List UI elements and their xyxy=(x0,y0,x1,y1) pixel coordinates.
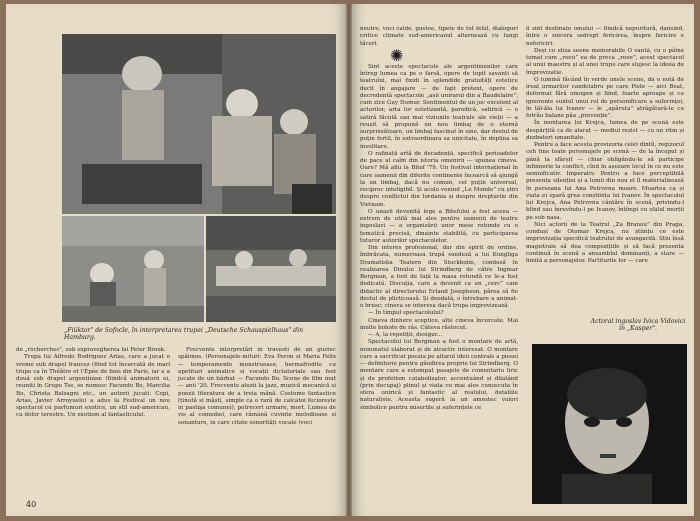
paragraph: Deși cu eliza seene memorabile O vantă, cu o pâine tomat cum „reeu” ea de preca „reee”, acest spectacol al unui maestru și al unei trupe care slujesc la ideea de împrovizatie. xyxy=(526,47,684,76)
paragraph: Nici actorii de la Teatrul „Za Branou” din Praga, conduși de Otomar Krejca, nu științu ce este improvizația specifică teatrului de avangardă. Stiu însă magistrale să dea compozițiile și să facă prezenta continuă în scenă a ansamblul dominanți, a stare — limită a personajelor. Partiturile lor — care xyxy=(526,221,684,264)
sun-star-icon: ✺ xyxy=(390,45,404,65)
paragraph: Frecvente interpretări in travesti de un gustec spăimos. (Personajele-mituri: Eva Peron si Maria Felix — temperamente monstruoase, hermafrodite cu apetituri animalice si vocații dictatoriale sau fost jucate de un bărbat — Facundo Bo. Scene de film mut — anii '20. Frecvente aluzii la jazz, muzică mecanică si poezii literatura de a treia mână. Costume fantastice (ținută si măști, simple ca o rară de calcatoi feciorește in pastişa comunei), petreceri urmare, mort. Lumea de vis al comediei, care rămână cuvinte melodioase si sonanture, in care citate sonorități vocale (voci xyxy=(178,347,336,426)
paragraph: Pentru a face acesta provizoria celei dintîi, regizorul ceh tine toate personajele pe scenă — de la început și până la sfârșit — chiar obligându-le să participe infinnerie la conflict, cînd în așezare locul în ce nu este semnificativ. Imperativ. Pentru a face perceptibilă prezența silenției și a lumii din nou el îl materializează în persoana lui Ana Petrovna moare. Moartea ca și viata ei spară grea conștiința lui Ivanov. În spectacolul lui Krejca, Ana Petrovna cântăre în scenă, privindu-l blînd sau înrevîndu-l pe Ivanov, întîmpi cu sfalul morții pe sub nasa. xyxy=(526,142,684,221)
paragraph: Sint aceste spectacole ale argentinienilor care întreg lumea ca pe o farsă, opere de topit savanti să teatrului, mai fixidi în splendide gratuități estetice decit în angajare — de fapt pretext, opere de decredentă spectacole „așii unirarui din a Baudelaire”, cum zice Guy Dumur. Sentimentul de un joc excelent al actorilor, arta lor estetizantă, parodică, satirică — o satiră făcută sau mai viziunile teatrale ale vieții — a reușit să propună un nou limbaj de o eternă surprinzătoare, un limbaj fascinat în sine, dar destul de puțin fertil, în extraordinara sa unicitate, în deplina sa insolitare. xyxy=(360,63,518,150)
photo-bottom-right xyxy=(206,216,336,322)
theatre-photo-stage xyxy=(206,216,336,322)
paragraph: — A, la repetiții, desigur... xyxy=(368,332,443,338)
paragraph: O unazii devenită lege a Bitefului a fost aceea — extrem de utilă mai ales pentru oamenii de teatru ingoslavi — a organizării unor mese rotunde cu o tematică precisă, dinainte stabilită, cu participarea tuturor autorilor spectacolelor. xyxy=(360,208,518,244)
theatre-photo-masked-actors xyxy=(62,34,336,214)
theatre-photo-ensemble xyxy=(62,216,204,322)
right-page xyxy=(352,4,694,516)
paragraph: de „rocherches", sub supravegherea lui Peter Brook. xyxy=(16,347,166,353)
text-column-2 xyxy=(178,347,336,427)
paragraph: Cineva dinhere sceptice, alte cineva încercate. Mai multe bohote de râs. Câteva răstocut. xyxy=(360,317,518,331)
page-number: 40 xyxy=(26,500,37,509)
theatre-photo-portrait-kasper xyxy=(532,344,687,504)
photo-bottom-left xyxy=(62,216,204,322)
paragraph: — În timpul spectacolului? xyxy=(368,310,444,317)
paragraph: O lumină făcând în verde unele scene, da o notă de ireal urmarilor candelabru pe care Piste — aici Beat, deformat fără omogen și fiind, foarte aproape și cu ignorente suntul unui rol de personificare a suferinței, în tăl-ăla lui Ivanov — le „apăruta” atrăgătură-le cu fotrău balane pâa „prevenție”. xyxy=(526,76,684,119)
text-column-1 xyxy=(16,347,170,420)
text-column-2 xyxy=(526,26,684,265)
text-column-1 xyxy=(360,26,518,412)
left-page xyxy=(6,4,346,516)
photo-portrait xyxy=(532,344,687,504)
paragraph: ii sint destinate omului — fiindcă nepuritură, dansind, între o sincera sedrept fericirea, înspre fericire e nefericiri. xyxy=(526,26,684,47)
paragraph: neutre, voci calde, gustoe, tipete de tot felul, dialoguri critice climate sud-americanul alternează cu lungi tăceri. xyxy=(360,26,518,47)
paragraph: O rafinată artă de decadență, specifică perioadelor de pace al calm din istoria omenirii — spunea cineva. Oare? Mă aflu la Bitef '79. Un festival internațional în care oamenii din diferite continente încearcă să ajungă la un limbaj, dacă nu comun, cel puțin universal, reciproc inteligibil. Și acolo venind „Le Monde” cu știri despre conflictul din Iordania și despre drepturile din Vietnam. xyxy=(360,150,518,208)
photo-top xyxy=(62,34,336,214)
paragraph: Trupa lui Alfredo Rodriguez Arias, care a jucat o vreme sub drapel francez (fiind tot încercată de mari trupe ca în Théâtre et l'Épée de bois din Paris, iar e a două sub drapel argentinian (fiindcă animatorii ei, reuniti în Grupo Tse, se numesc Facundo Bo, Marcilia Bo, Christa Balzagni etc., un autorii jucati: Copi, Arias, Javier Arroyuelo) a adus la Festival un nou spectacol cu parfumuri exotice, un stil sud-american, cu dolor terestre. Un exotism al fantasticului. xyxy=(16,354,170,419)
paragraph: Spectacolul lui Bergman a fost o montare de artă, minunatul elaborat și de atractiv interesat. O montare care a sacrificat poezia pe altarul ideii centrale a piesei — definitorie pentru gândirea proprie lui Strindberg. O montare care a estompat pasajele de comentariu liric și de profetism catabolizator, accentuând și dilatând (prin decupaj) plinul și viata cu mai ales cunoscuta în sfera onirică și fantastic al realului, detaliile naturaliste. Aceasta sugeră la un amestec valori simbolice pentru miseriile și suferințele ce xyxy=(360,339,518,411)
photo-caption: „Fiüktor" de Sofocle, în interpretarea trupei „Deutsche Schauspielhaus" din Hamburg. xyxy=(64,327,304,342)
paragraph: Din interes profesional, dar din spirit de ordine, îmbrăcata, numeroasa trupă suedeză a lui Kungliga Dramatiska Teatern din Stockholm, condusă în realizarea Dinului lui Strindberg de către Ingmar Bergman, a fost de față la masa rotundă ce le-a fost dedicată. Discuția, care a devenit ca un „cerc” cam didactic al directorului Erland Josephson, pârea să fie destul de plicticoasă. Și deodată, o întrebare a animat-o brusc: cineva se interesa dacă trupa improvizează. xyxy=(360,245,518,309)
portrait-caption: Actoral ingoslav Ivica Vidovici în „Kasper". xyxy=(590,318,686,333)
paragraph: În montarea lui Krejca, lumea de pe scenă este despărțită ca de alarat — mediul rezist — cu un ritm și dezbateri umanitate. xyxy=(526,120,684,141)
